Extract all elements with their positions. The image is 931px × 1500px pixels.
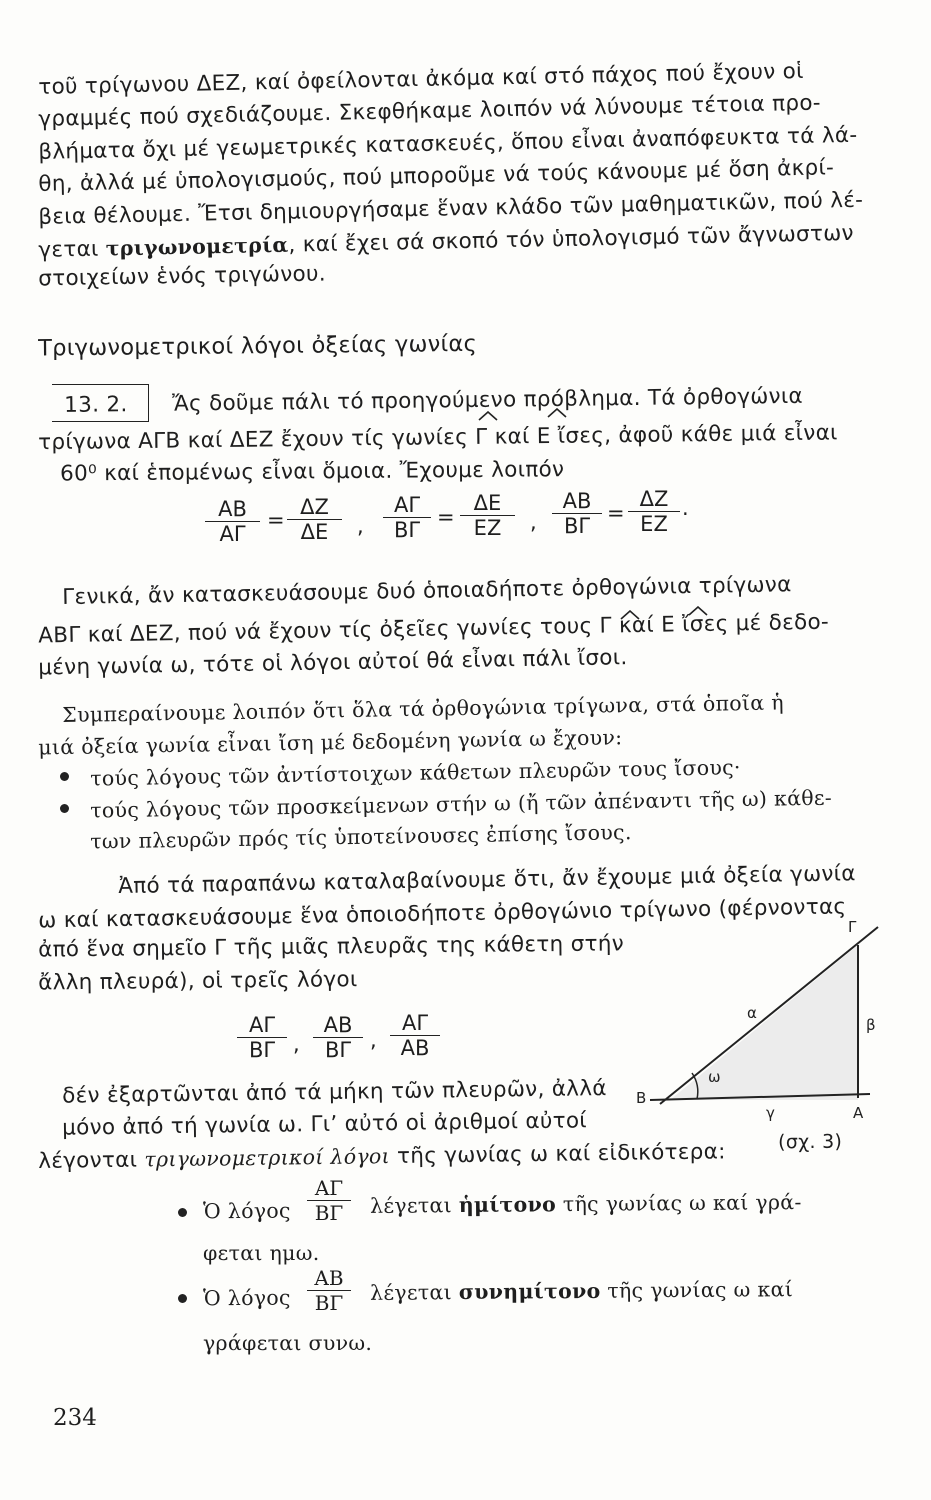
angle-epsilon: Ε (660, 612, 676, 638)
gen-line2-kai: καί (618, 612, 655, 639)
intro-line-1: τοῦ τρίγωνου ΔΕΖ, καί ὀφείλονται ἀκόμα καί στό πάχος πού ἔχουν οἱ (38, 58, 804, 100)
label-beta: β (866, 1016, 876, 1034)
equals-sign: = (607, 501, 625, 525)
intro-line-3: βλήματα ὄχι μέ γεωμετρικές κατασκευές, ὅπου εἶναι ἀναπόφευκτα τά λά- (38, 122, 858, 165)
term-trigonometry: τριγωνομετρία (105, 232, 289, 261)
gen-line-1: Γενικά, ἄν κατασκευάσουμε δυό ὁποιαδήποτε ὀρθογώνια τρίγωνα (62, 572, 792, 611)
s1-line2-a: τρίγωνα ΑΓΒ καί ΔΕΖ ἔχουν τίς γωνίες (38, 424, 469, 456)
intro-line-5: βεια θέλουμε. Ἔτσι δημιουργήσαμε ἕναν κλάδο τῶν μαθηματικῶν, πού λέ- (38, 187, 864, 230)
cosine-post: τῆς γωνίας ω καί (607, 1277, 794, 1303)
frac-den: ΑΒ (390, 1035, 440, 1060)
label-alpha: α (747, 1004, 757, 1022)
comma: , (530, 510, 537, 534)
label-omega: ω (708, 1068, 721, 1086)
apo-line-1: Ἀπό τά παραπάνω καταλαβαίνουμε ὅτι, ἄν ἔχουμε μιά ὀξεία γωνία (118, 861, 856, 900)
angle-gamma: Γ (475, 424, 488, 450)
cosine-mid: λέγεται (370, 1280, 453, 1305)
apo-line-4: ἄλλη πλευρά), οἱ τρεῖς λόγοι (38, 967, 358, 996)
sine-line-2: φεται ημω. (203, 1241, 320, 1265)
line6-post: , καί ἔχει σά σκοπό τόν ὑπολογισμό τῶν ἄγνωστων (288, 220, 855, 258)
frac-den: ΕΖ (628, 511, 680, 536)
cosine-line-1 (370, 1276, 793, 1306)
term-trig-ratios: τριγωνομετρικοί λόγοι (144, 1144, 391, 1172)
sine-post: τῆς γωνίας ω καί γρά- (562, 1190, 802, 1217)
frac-den: ΒΓ (307, 1200, 351, 1225)
frac-num: ΑΓ (248, 1013, 276, 1037)
frac-num: ΑΓ (401, 1011, 429, 1035)
equals-sign: = (267, 508, 285, 532)
frac-num: ΑΒ (218, 497, 247, 521)
fraction (307, 1266, 351, 1315)
s1-line2-kai: καί (494, 424, 530, 450)
frac-num: ΑΒ (562, 489, 592, 513)
frac-num: ΔΖ (639, 487, 669, 511)
intro-line-7: στοιχείων ἑνός τριγώνου. (38, 261, 327, 292)
conc-line-1: Συμπεραίνουμε λοιπόν ὅτι ὅλα τά ὀρθογώνια τρίγωνα, στά ὁποῖα ἡ (62, 690, 784, 728)
line6-pre: γεται (38, 236, 106, 263)
sine-mid: λέγεται (370, 1193, 453, 1218)
period: . (682, 496, 689, 520)
frac-num: ΑΓ (314, 1176, 344, 1200)
s1-line-1: Ἄς δοῦμε πάλι τό προηγούμενο πρόβλημα. Τά ὀρθογώνια (172, 383, 804, 417)
equals-sign: = (437, 505, 455, 529)
frac-num: ΔΕ (473, 491, 502, 515)
called-a: λέγονται (38, 1147, 145, 1174)
term-cosine: συνημίτονο (458, 1278, 601, 1305)
caption-text: (σχ. 3) (778, 1130, 843, 1154)
term-sine: ἡμίτονο (458, 1192, 557, 1218)
gen-line2-a: ΑΒΓ καί ΔΕΖ, πού νά ἔχουν τίς ὀξεῖες γωνίες τους (38, 613, 593, 649)
comma: , (357, 514, 364, 538)
gen-line2-b: ἴσες μέ δεδο- (681, 609, 830, 638)
intro-line-2: γραμμές πού σχεδιάζουμε. Σκεφθήκαμε λοιπόν νά λύνουμε τέτοια προ- (38, 90, 822, 132)
label-gamma: Γ (848, 918, 857, 936)
fraction (307, 1176, 351, 1225)
frac-den: ΕΖ (460, 515, 515, 540)
bullet-1: τούς λόγους τῶν ἀντίστοιχων κάθετων πλευρῶν τους ἴσους· (90, 755, 741, 791)
label-gamma-side: γ (766, 1104, 775, 1122)
label-B: Β (636, 1089, 647, 1107)
frac-num: ΑΒ (323, 1013, 353, 1037)
frac-num: ΑΒ (314, 1266, 344, 1290)
frac-num: ΔΖ (300, 495, 329, 519)
apo-line-3: ἀπό ἕνα σημεῖο Γ τῆς μιᾶς πλευρᾶς της κάθετη στήν (38, 931, 625, 963)
heading-text: Τριγωνομετρικοί λόγοι ὀξείας γωνίας (38, 330, 478, 362)
frac-den: ΒΓ (313, 1037, 363, 1062)
bullet-icon (178, 1294, 187, 1303)
angle-gamma: Γ (599, 613, 613, 639)
comma: , (293, 1032, 300, 1056)
sine-pre: Ὁ λόγος (203, 1198, 291, 1224)
frac-den: ΒΓ (383, 517, 431, 542)
bullet-2-line-1: τούς λόγους τῶν προσκείμενων στήν ω (ἤ τῶν ἀπέναντι τῆς ω) κάθε- (90, 785, 833, 823)
s1-line2-b: ἴσες, ἀφοῦ κάθε μιά εἶναι (557, 420, 838, 449)
frac-den: ΒΓ (237, 1037, 287, 1062)
triangle-shade (670, 945, 858, 1100)
bullet-2-line-2: των πλευρῶν πρός τίς ὑποτείνουσες ἐπίσης ἴσους. (90, 820, 632, 854)
page-number: 234 (53, 1405, 97, 1431)
cosine-pre: Ὁ λόγος (203, 1285, 291, 1311)
gen-line-3: μένη γωνία ω, τότε οἱ λόγοι αὐτοί θά εἶναι πάλι ἴσοι. (38, 645, 628, 681)
intro-line-4: θη, ἀλλά μέ ὑπολογισμούς, πού μποροῦμε νά τούς κάνουμε μέ ὅση ἀκρί- (38, 155, 835, 197)
section-number: 13. 2. (64, 392, 128, 418)
conc-line-2: μιά ὀξεία γωνία εἶναι ἴση μέ δεδομένη γωνία ω ἔχουν: (38, 725, 623, 760)
angle-epsilon: Ε (536, 423, 551, 450)
comma: , (370, 1028, 377, 1052)
label-A: Α (853, 1104, 864, 1122)
apo-line-2: ω καί κατασκευάσουμε ἕνα ὁποιοδήποτε ὀρθογώνιο τρίγωνο (φέρνοντας (38, 894, 847, 934)
frac-num: ΑΓ (393, 493, 421, 517)
dep-line-1: δέν ἐξαρτῶνται ἀπό τά μήκη τῶν πλευρῶν, ἀλλά (62, 1076, 607, 1109)
s1-line-3: 60⁰ καί ἑπομένως εἶναι ὅμοια. Ἔχουμε λοιπόν (60, 457, 565, 487)
sine-line-1 (370, 1189, 802, 1219)
dep-line-2: μόνο ἀπό τή γωνία ω. Γι’ αὐτό οἱ ἀριθμοί αὐτοί (62, 1108, 588, 1141)
frac-den: ΑΓ (205, 521, 260, 546)
bullet-icon (178, 1208, 187, 1217)
frac-den: ΔΕ (287, 519, 342, 544)
called-b: τῆς γωνίας ω καί εἰδικότερα: (389, 1139, 726, 1170)
frac-den: ΒΓ (552, 513, 602, 538)
frac-den: ΒΓ (307, 1290, 351, 1315)
cosine-line-2: γράφεται συνω. (203, 1331, 373, 1355)
